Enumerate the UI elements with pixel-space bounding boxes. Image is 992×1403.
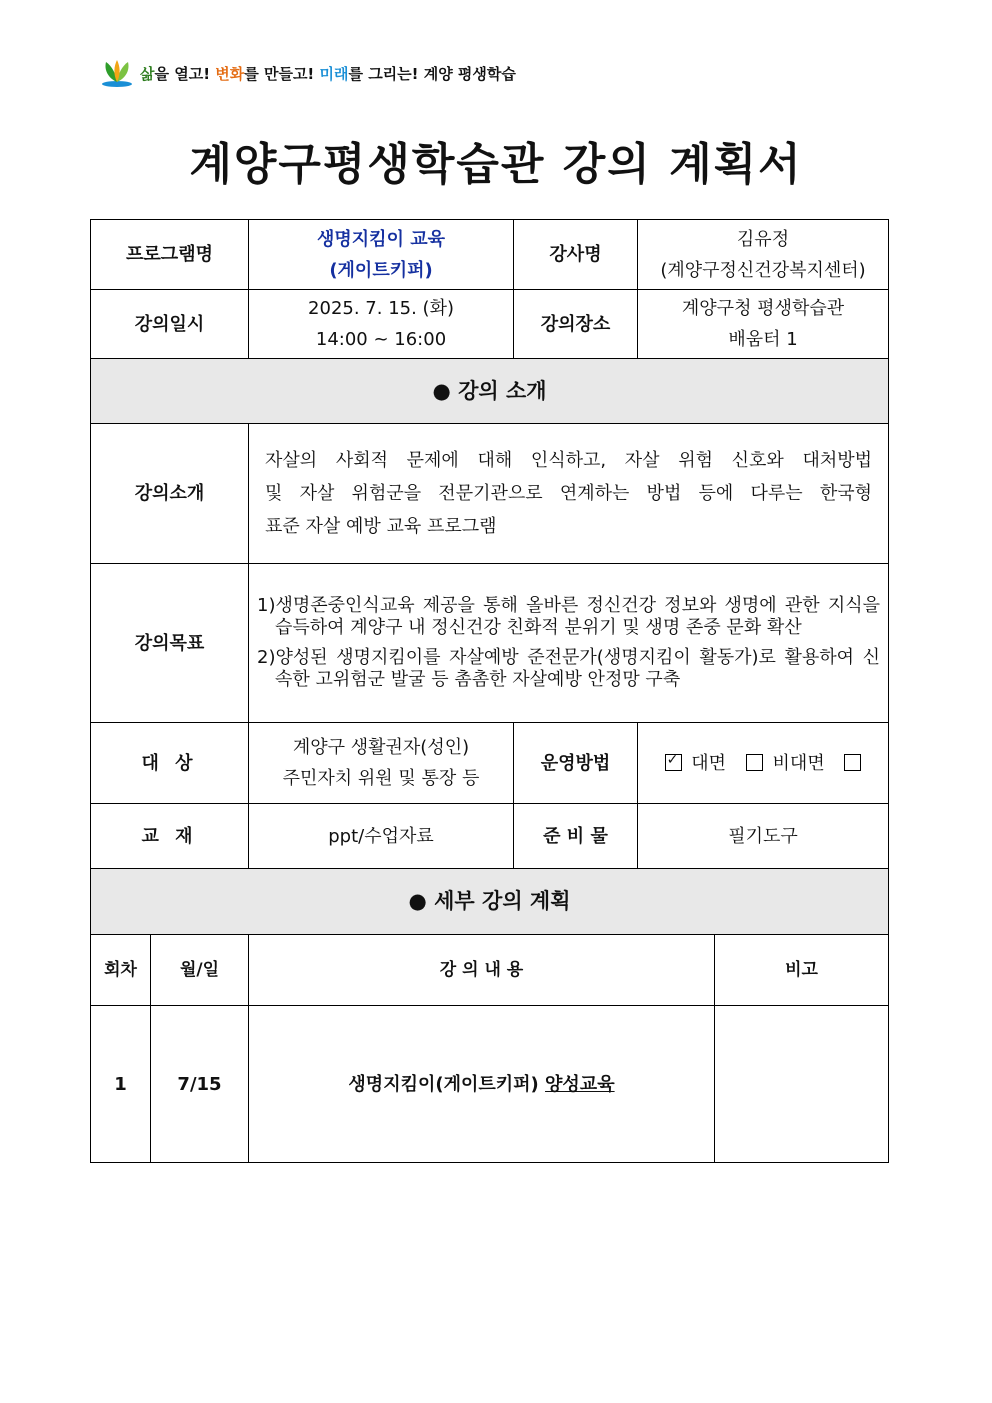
intro-label: 강의소개 bbox=[91, 424, 249, 564]
material-label: 교 재 bbox=[91, 804, 249, 869]
target-line1: 계양구 생활권자(성인) bbox=[292, 737, 470, 758]
goal-1: 1)생명존중인식교육 제공을 통해 올바른 정신건강 정보와 생명에 관한 지식을 습득하여 계양구 내 정신건강 친화적 분위기 및 생명 존중 문화 확산 bbox=[257, 595, 881, 638]
program-name-line2: (게이트키퍼) bbox=[329, 259, 433, 281]
slogan-part-2: 을 열고! bbox=[154, 64, 216, 83]
goals-text bbox=[249, 564, 889, 723]
option-remote-label: 비대면 bbox=[772, 752, 825, 774]
col-header-session: 회차 bbox=[91, 935, 151, 1006]
place-line2: 배움터 1 bbox=[728, 329, 798, 350]
goals-label: 강의목표 bbox=[91, 564, 249, 723]
table-row bbox=[91, 1006, 889, 1163]
intro-line-1: 자살의 사회적 문제에 대해 인식하고, 자살 위험 신호와 대처방법 bbox=[265, 450, 873, 471]
place-line1: 계양구청 평생학습관 bbox=[681, 298, 845, 319]
program-label: 프로그램명 bbox=[91, 220, 249, 290]
program-name-line1: 생명지킴이 교육 bbox=[317, 228, 445, 250]
lecture-plan-table bbox=[90, 219, 889, 1163]
program-name-cell bbox=[249, 220, 514, 290]
target-line2: 주민자치 위원 및 통장 등 bbox=[282, 768, 480, 789]
col-header-note: 비고 bbox=[715, 935, 889, 1006]
lecture-date: 2025. 7. 15. (화) bbox=[308, 298, 454, 319]
place-label: 강의장소 bbox=[514, 290, 638, 359]
place-cell bbox=[638, 290, 889, 359]
goal-2: 2)양성된 생명지킴이를 자살예방 준전문가(생명지킴이 활동가)로 활용하여 신속한 고위험군 발굴 등 촘촘한 자살예방 안정망 구축 bbox=[257, 647, 881, 690]
intro-line-2: 및 자살 위험군을 전문기관으로 연계하는 방법 등에 다루는 한국형 bbox=[265, 483, 873, 504]
checkbox-remote[interactable] bbox=[746, 754, 763, 771]
checkbox-other[interactable] bbox=[844, 754, 861, 771]
intro-line-3: 표준 자살 예방 교육 프로그램 bbox=[265, 516, 497, 537]
method-options bbox=[638, 723, 889, 804]
checkbox-in-person[interactable] bbox=[665, 754, 682, 771]
row-date: 7/15 bbox=[151, 1006, 249, 1163]
lecturer-name: 김유정 bbox=[736, 228, 790, 250]
slogan-part-1: 삶 bbox=[140, 64, 155, 83]
lecture-time: 14:00 ~ 16:00 bbox=[315, 329, 447, 350]
slogan-part-3: 변화 bbox=[215, 64, 245, 83]
slogan-part-4: 를 만들고! bbox=[244, 64, 320, 83]
slogan-part-5: 미래 bbox=[319, 64, 349, 83]
method-label: 운영방법 bbox=[514, 723, 638, 804]
col-header-date: 월/일 bbox=[151, 935, 249, 1006]
slogan-part-6: 를 그리는! 계양 평생학습 bbox=[348, 64, 516, 83]
col-header-content: 강 의 내 용 bbox=[249, 935, 715, 1006]
row-content-underlined: 양성교육 bbox=[545, 1073, 615, 1095]
document-title: 계양구평생학습관 강의 계획서 bbox=[189, 139, 803, 190]
intro-text bbox=[249, 424, 889, 564]
row-note bbox=[715, 1006, 889, 1163]
material-value: ppt/수업자료 bbox=[249, 804, 514, 869]
target-label: 대 상 bbox=[91, 723, 249, 804]
prep-value: 필기도구 bbox=[638, 804, 889, 869]
prep-label: 준 비 물 bbox=[514, 804, 638, 869]
lecturer-org: (계양구정신건강복지센터) bbox=[660, 259, 866, 281]
option-in-person-label: 대면 bbox=[691, 752, 727, 774]
target-cell bbox=[249, 723, 514, 804]
datetime-cell bbox=[249, 290, 514, 359]
section-intro-heading: ● 강의 소개 bbox=[91, 359, 889, 424]
section-plan-heading: ● 세부 강의 계획 bbox=[91, 869, 889, 935]
slogan-bar bbox=[100, 58, 516, 88]
datetime-label: 강의일시 bbox=[91, 290, 249, 359]
row-session-no: 1 bbox=[91, 1006, 151, 1163]
lecturer-label: 강사명 bbox=[514, 220, 638, 290]
row-content bbox=[249, 1006, 715, 1163]
lecturer-cell bbox=[638, 220, 889, 290]
leaf-logo-icon bbox=[100, 58, 134, 88]
row-content-main: 생명지킴이(게이트키퍼) bbox=[348, 1073, 546, 1095]
